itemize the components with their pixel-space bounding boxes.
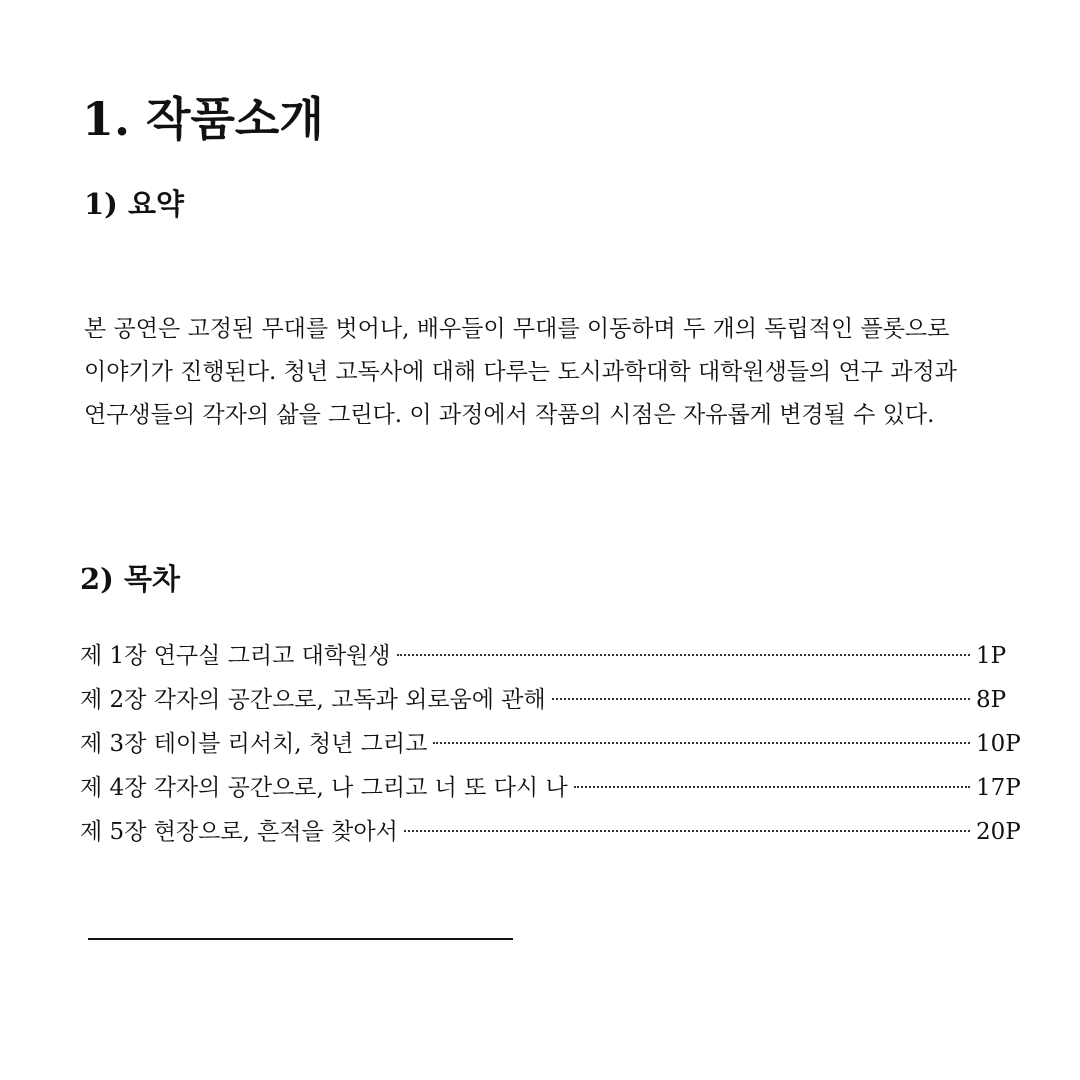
dotted-leader [552, 698, 970, 700]
toc-entry-title: 제 2장 각자의 공간으로, 고독과 외로움에 관해 [80, 687, 546, 713]
summary-paragraph [84, 308, 1024, 437]
page-title: 1. 작품소개 [82, 92, 324, 146]
summary-heading: 1) 요약 [84, 187, 185, 221]
toc-entry-chapter-1[interactable] [80, 634, 1020, 678]
summary-line: 연구생들의 각자의 삶을 그린다. 이 과정에서 작품의 시점은 자유롭게 변경될 수 있다. [84, 402, 935, 428]
footer-divider [88, 938, 513, 940]
summary-line: 이야기가 진행된다. 청년 고독사에 대해 다루는 도시과학대학 대학원생들의 연구 과정과 [84, 359, 957, 385]
toc-entry-page: 8P [976, 687, 1007, 713]
toc-heading: 2) 목차 [80, 562, 181, 596]
toc-entry-title: 제 4장 각자의 공간으로, 나 그리고 너 또 다시 나 [80, 775, 568, 801]
toc-entry-chapter-4[interactable] [80, 766, 1020, 810]
dotted-leader [433, 742, 970, 744]
toc-entry-page: 20P [976, 819, 1021, 845]
summary-line: 본 공연은 고정된 무대를 벗어나, 배우들이 무대를 이동하며 두 개의 독립적인 플롯으로 [84, 316, 950, 342]
toc-entry-title: 제 1장 연구실 그리고 대학원생 [80, 643, 391, 669]
dotted-leader [397, 654, 971, 656]
toc-entry-title: 제 5장 현장으로, 흔적을 찾아서 [80, 819, 398, 845]
toc-entry-chapter-5[interactable] [80, 810, 1020, 854]
toc-entry-page: 17P [976, 775, 1021, 801]
toc-entry-chapter-3[interactable] [80, 722, 1020, 766]
dotted-leader [404, 830, 970, 832]
toc-entry-page: 1P [976, 643, 1007, 669]
toc-entry-title: 제 3장 테이블 리서치, 청년 그리고 [80, 731, 428, 757]
dotted-leader [574, 786, 970, 788]
toc-entry-page: 10P [976, 731, 1021, 757]
toc-entry-chapter-2[interactable] [80, 678, 1020, 722]
table-of-contents [80, 634, 1020, 854]
